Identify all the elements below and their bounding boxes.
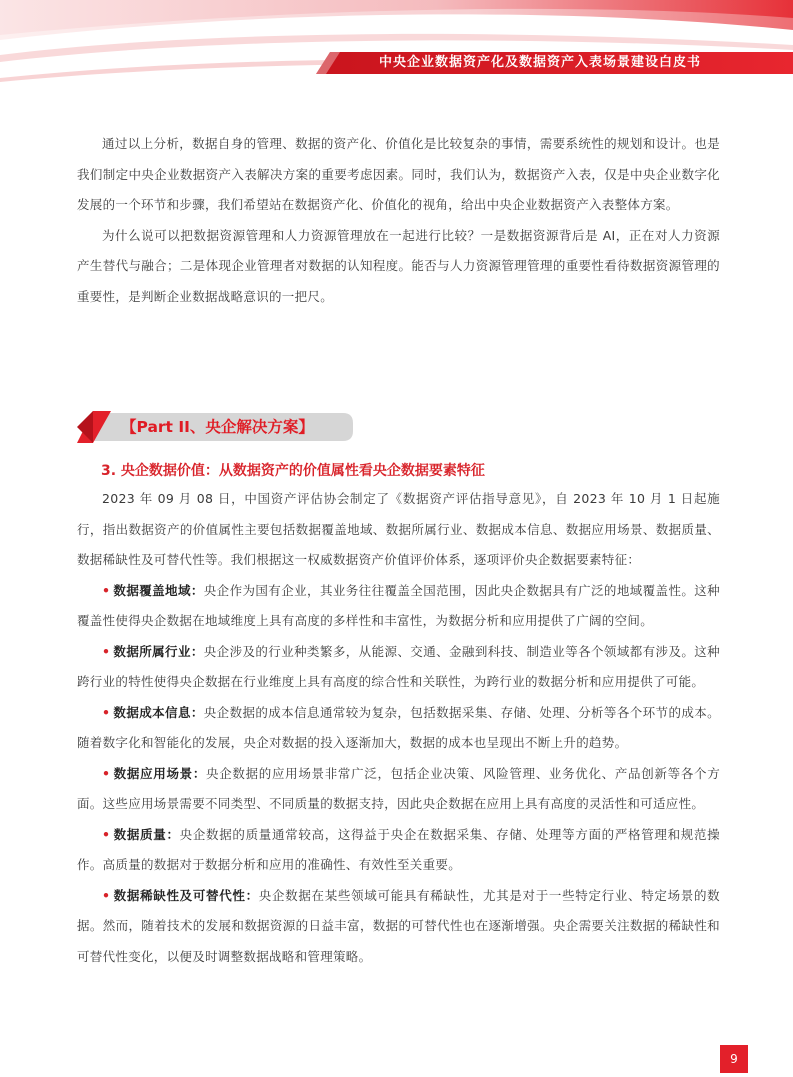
- list-item: [77, 820, 720, 881]
- list-item: [77, 698, 720, 759]
- bullet-icon: •: [102, 582, 111, 598]
- paragraph: 通过以上分析，数据自身的管理、数据的资产化、价值化是比较复杂的事情，需要系统性的规划和设计。也是我们制定中央企业数据资产入表解决方案的重要考虑因素。同时，我们认为，数据资产入表，仅是中央企业数字化发展的一个环节和步骤，我们希望站在数据资产化、价值化的视角，给出中央企业数据资产入表整体方案。: [77, 136, 720, 212]
- list-item: [77, 881, 720, 973]
- list-item-text: 央企涉及的行业种类繁多，从能源、交通、金融到科技、制造业等各个领域都有涉及。这种跨行业的特性使得央企数据在行业维度上具有高度的综合性和关联性，为跨行业的数据分析和应用提供了可能。: [77, 643, 720, 689]
- list-item: [77, 637, 720, 698]
- intro-section: [77, 129, 720, 312]
- list-item-text: 央企数据的成本信息通常较为复杂，包括数据采集、存储、处理、分析等各个环节的成本。随着数字化和智能化的发展，央企对数据的投入逐渐加大，数据的成本也呈现出不断上升的趋势。: [77, 704, 720, 750]
- list-item-title: 数据覆盖地域：: [113, 582, 204, 598]
- list-item: [77, 576, 720, 637]
- paragraph: 2023 年 09 月 08 日，中国资产评估协会制定了《数据资产评估指导意见》，自 2023 年 10 月 1 日起施行，指出数据资产的价值属性主要包括数据覆盖地域、数据所属行业、数据成本信息、数据应用场景、数据质量、数据稀缺性及可替代性等。我们根据这一权威数据资产价值评价体系，逐项评价央企数据要素特征：: [77, 491, 720, 567]
- list-item-title: 数据稀缺性及可替代性：: [113, 887, 259, 903]
- subsection-body: [77, 484, 720, 972]
- section-banner-label: 【Part II、央企解决方案】: [121, 418, 314, 436]
- page-number: 9: [720, 1045, 748, 1073]
- list-item: [77, 759, 720, 820]
- list-item-title: 数据质量：: [113, 826, 180, 842]
- bullet-icon: •: [102, 704, 111, 720]
- list-item-text: 央企作为国有企业，其业务往往覆盖全国范围，因此央企数据具有广泛的地域覆盖性。这种覆盖性使得央企数据在地域维度上具有高度的多样性和丰富性，为数据分析和应用提供了广阔的空间。: [77, 582, 720, 628]
- subsection-heading: 3. 央企数据价值：从数据资产的价值属性看央企数据要素特征: [101, 463, 485, 479]
- paragraph: 为什么说可以把数据资源管理和人力资源管理放在一起进行比较？一是数据资源背后是 AI，正在对人力资源产生替代与融合；二是体现企业管理者对数据的认知程度。能否与人力资源管理管理的重要性看待数据资源管理的重要性，是判断企业数据战略意识的一把尺。: [77, 227, 720, 304]
- list-item-text: 央企数据在某些领域可能具有稀缺性，尤其是对于一些特定行业、特定场景的数据。然而，随着技术的发展和数据资源的日益丰富，数据的可替代性也在逐渐增强。央企需要关注数据的稀缺性和可替代性变化，以便及时调整数据战略和管理策略。: [77, 887, 720, 964]
- bullet-icon: •: [102, 765, 111, 781]
- list-item-title: 数据应用场景：: [113, 765, 207, 781]
- bullet-icon: •: [102, 826, 111, 842]
- list-item-text: 央企数据的应用场景非常广泛，包括企业决策、风险管理、业务优化、产品创新等各个方面。这些应用场景需要不同类型、不同质量的数据支持，因此央企数据在应用上具有高度的灵活性和可适应性。: [77, 765, 720, 811]
- bullet-icon: •: [102, 643, 111, 659]
- section-banner: [77, 411, 357, 443]
- list-item-title: 数据成本信息：: [113, 704, 204, 720]
- document-title: 中央企业数据资产化及数据资产入表场景建设白皮书: [378, 55, 701, 70]
- list-item-text: 央企数据的质量通常较高，这得益于央企在数据采集、存储、处理等方面的严格管理和规范操作。高质量的数据对于数据分析和应用的准确性、有效性至关重要。: [77, 826, 720, 872]
- list-item-title: 数据所属行业：: [113, 643, 204, 659]
- bullet-icon: •: [102, 887, 111, 903]
